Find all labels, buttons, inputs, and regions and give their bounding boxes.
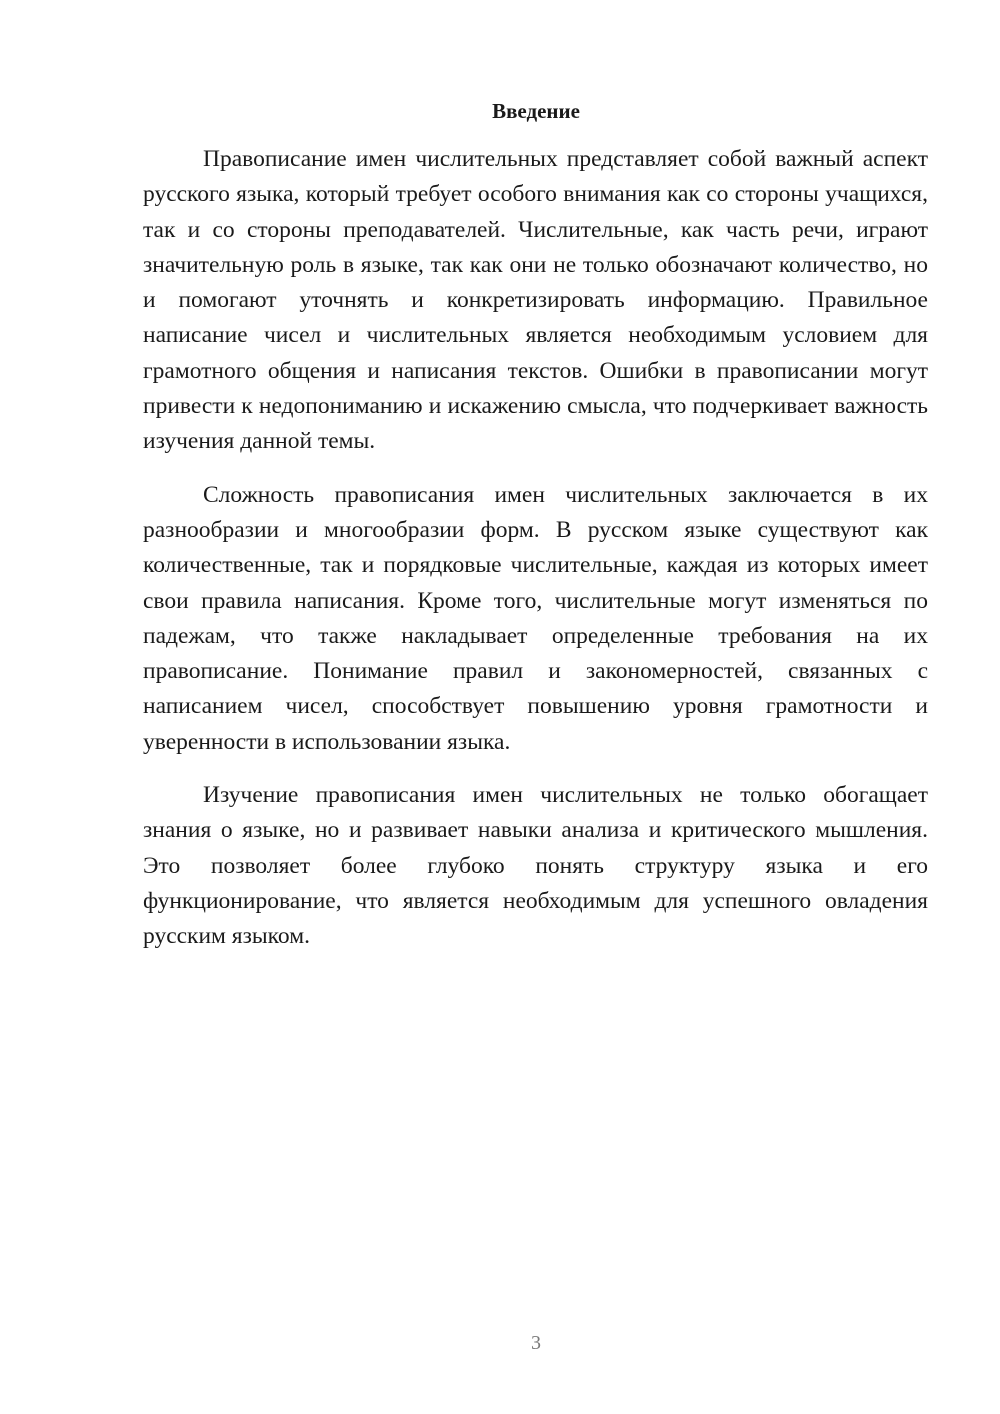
paragraph-1: Правописание имен числительных представляет собой важный аспект русского языка, который требует особого внимания как со стороны учащихся, так и со стороны преподавателей. Числительные, как часть речи, играют значительную роль в языке, так как они не только обозначают количество, но и помогают уточнять и конкретизировать информацию. Правильное написание чисел и числительных является необходимым условием для грамотного общения и написания текстов. Ошибки в правописании могут привести к недопониманию и искажению смысла, что подчеркивает важность изучения данной темы. [143, 146, 928, 455]
body-text [143, 142, 928, 973]
page-number: 3 [531, 1332, 541, 1354]
paragraph-2: Сложность правописания имен числительных заключается в их разнообразии и многообразии форм. В русском языке существуют как количественные, так и порядковые числительные, каждая из которых имеет свои правила написания. Кроме того, числительные могут изменяться по падежам, что также накладывает определенные требования на их правописание. Понимание правил и закономерностей, связанных с написанием чисел, способствует повышению уровня грамотности и уверенности в использовании языка. [143, 481, 928, 755]
section-title: Введение [492, 99, 580, 123]
paragraph-3: Изучение правописания имен числительных не только обогащает знания о языке, но и развивает навыки анализа и критического мышления. Это позволяет более глубоко понять структуру языка и его функционирование, что является необходимым для успешного овладения русским языком. [143, 782, 928, 950]
